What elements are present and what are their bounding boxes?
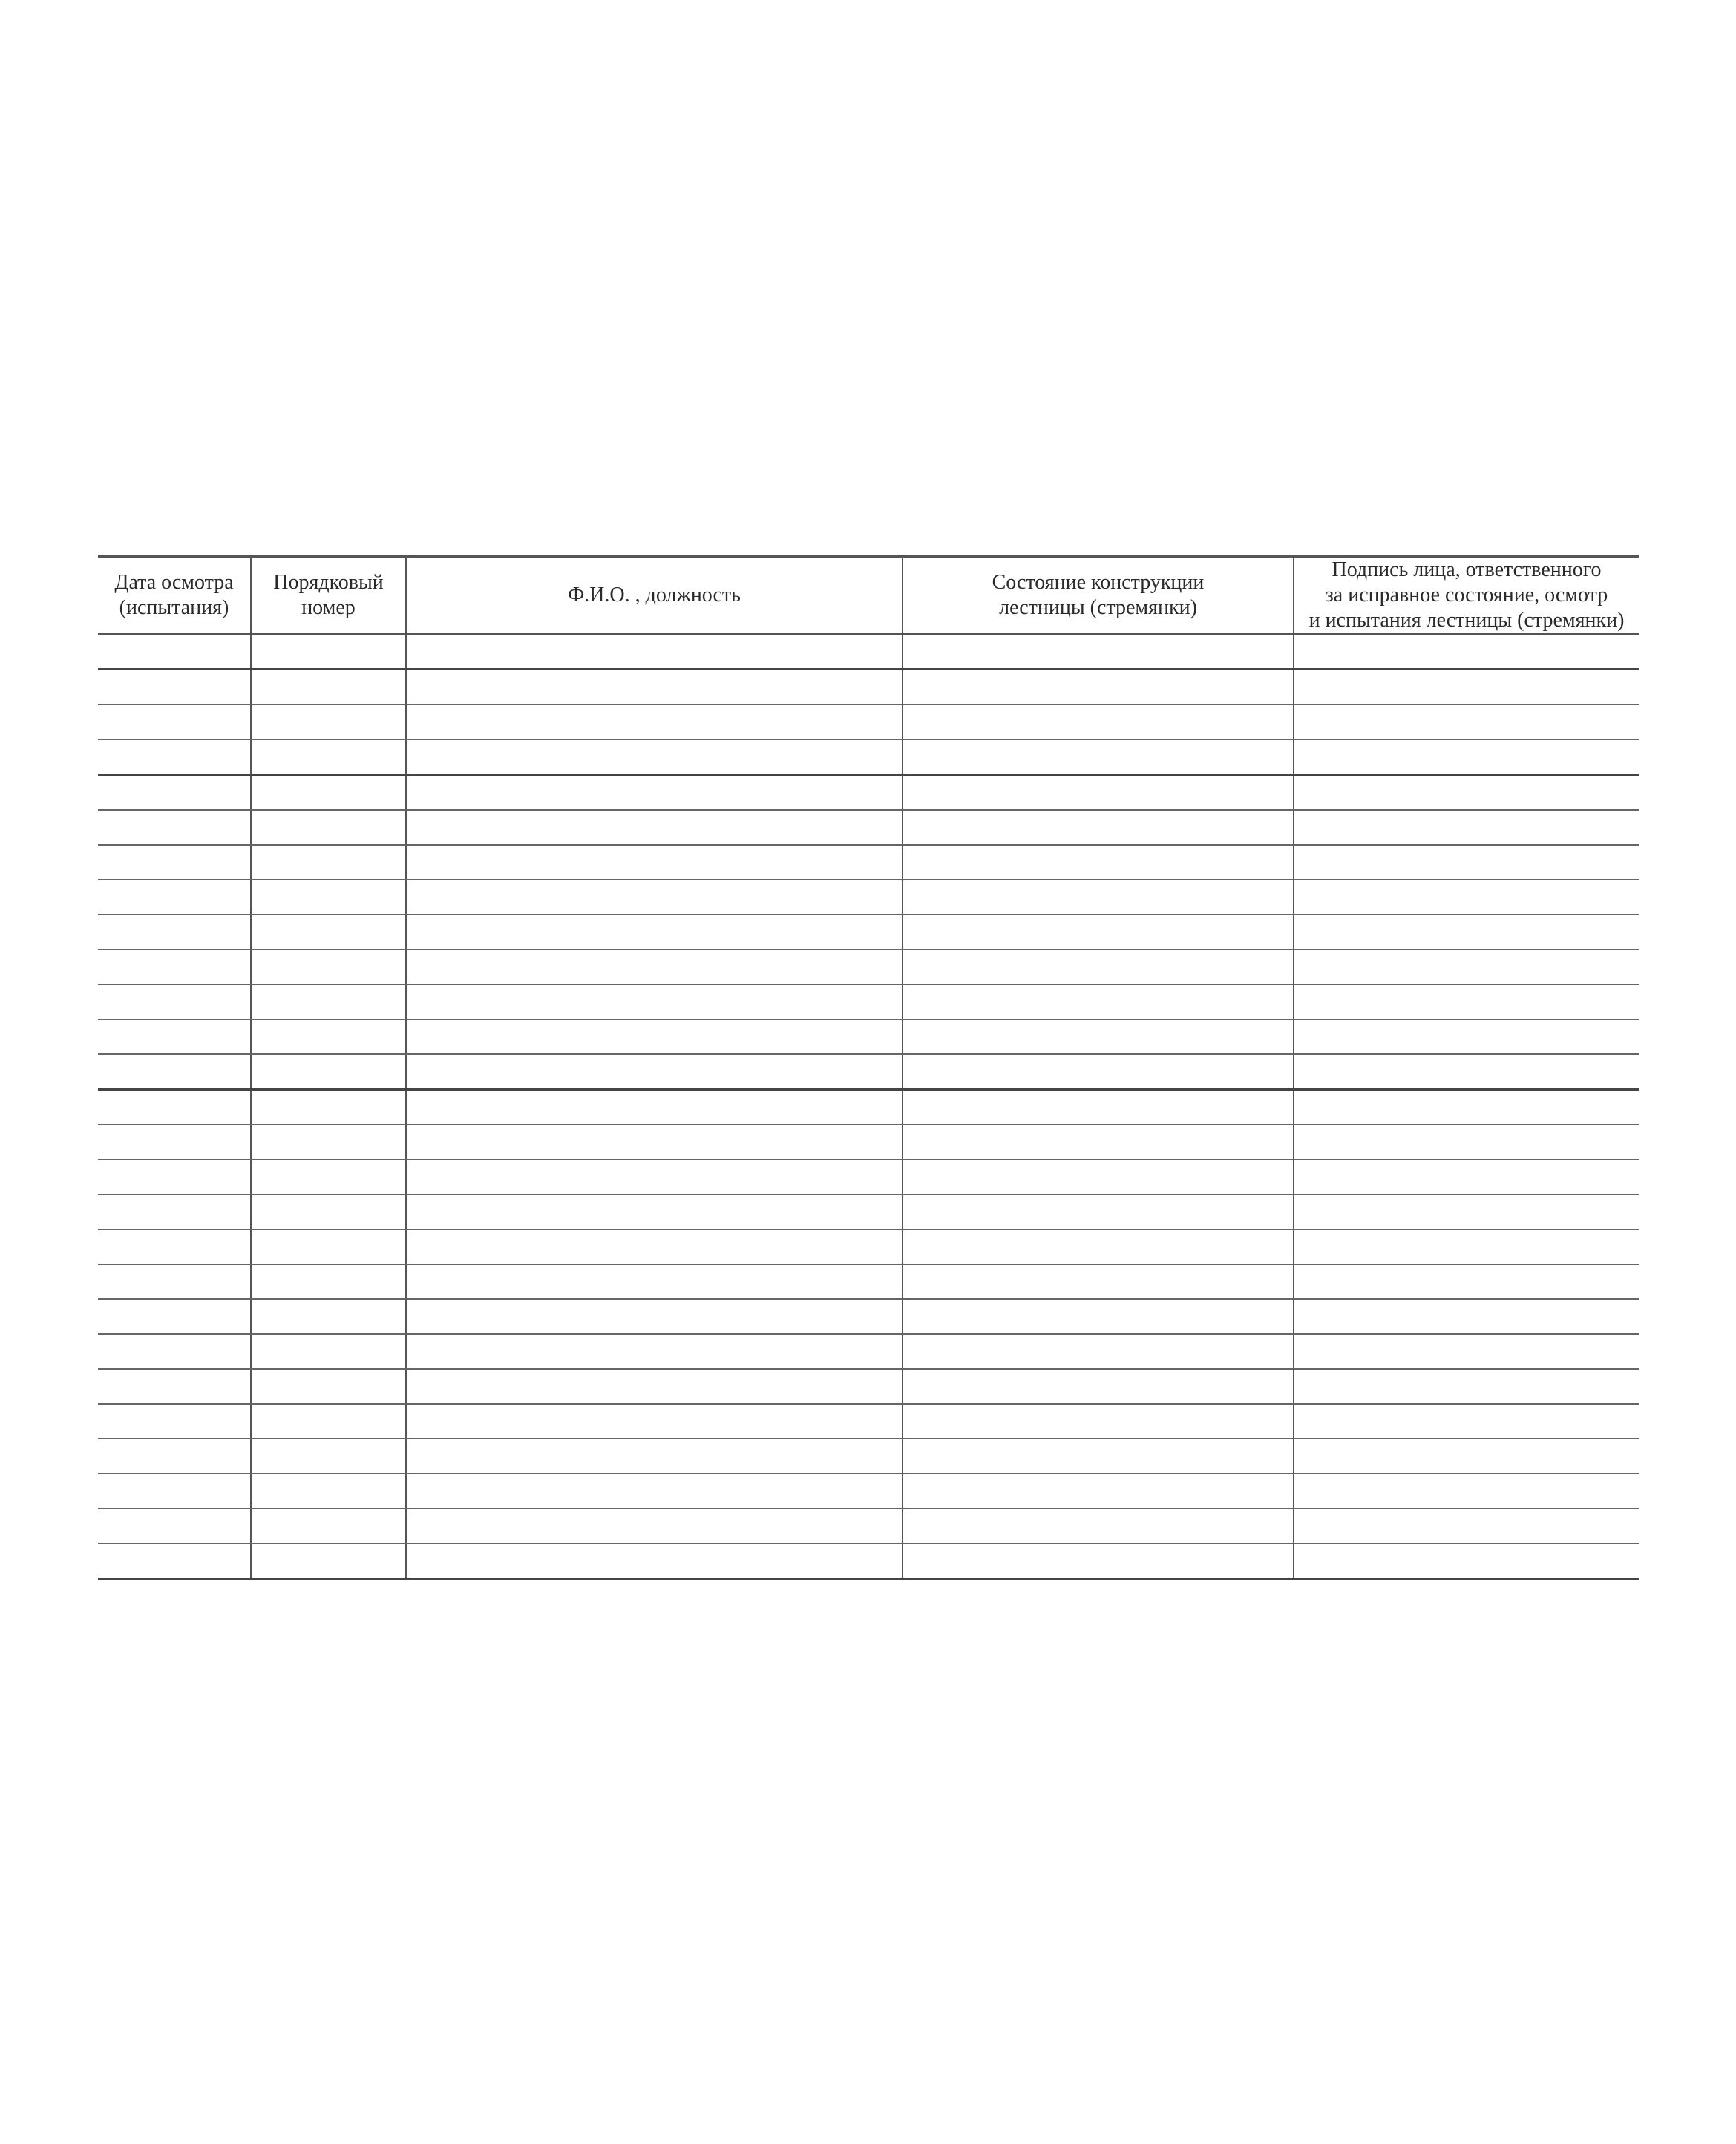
signature-cell[interactable] (1294, 705, 1639, 739)
signature-cell[interactable] (1294, 915, 1639, 950)
table-row (98, 1194, 1639, 1229)
number-cell[interactable] (251, 1439, 406, 1474)
name-position-cell[interactable] (406, 1090, 903, 1125)
table-row (98, 1439, 1639, 1474)
number-cell[interactable] (251, 1264, 406, 1299)
name-position-cell[interactable] (406, 1125, 903, 1160)
table-row (98, 1090, 1639, 1125)
name-position-cell[interactable] (406, 1299, 903, 1334)
condition-cell[interactable] (903, 705, 1294, 739)
signature-cell[interactable] (1294, 1509, 1639, 1543)
header-serial-number: Порядковый номер (251, 557, 406, 635)
header-ladder-condition: Состояние конструкции лестницы (стремянки) (903, 557, 1294, 635)
header-responsible-signature: Подпись лица, ответственного за исправное состояние, осмотр и испытания лестницы (стремянки) (1294, 557, 1639, 635)
name-position-cell[interactable] (406, 1264, 903, 1299)
signature-cell[interactable] (1294, 1229, 1639, 1264)
date-cell[interactable] (98, 1369, 251, 1404)
table-row (98, 1019, 1639, 1054)
number-cell[interactable] (251, 915, 406, 950)
number-cell[interactable] (251, 880, 406, 915)
table-row (98, 1054, 1639, 1090)
condition-cell[interactable] (903, 810, 1294, 845)
date-cell[interactable] (98, 1160, 251, 1194)
date-cell[interactable] (98, 1090, 251, 1125)
name-position-cell[interactable] (406, 1229, 903, 1264)
signature-cell[interactable] (1294, 634, 1639, 670)
number-cell[interactable] (251, 1125, 406, 1160)
condition-cell[interactable] (903, 634, 1294, 670)
number-cell[interactable] (251, 1509, 406, 1543)
table-row (98, 845, 1639, 880)
table-row (98, 1299, 1639, 1334)
header-full-name-position: Ф.И.О. , должность (406, 557, 903, 635)
signature-cell[interactable] (1294, 1369, 1639, 1404)
table-row (98, 1125, 1639, 1160)
date-cell[interactable] (98, 1125, 251, 1160)
condition-cell[interactable] (903, 1019, 1294, 1054)
table-row (98, 739, 1639, 775)
number-cell[interactable] (251, 1160, 406, 1194)
table-row (98, 634, 1639, 670)
condition-cell[interactable] (903, 1474, 1294, 1509)
date-cell[interactable] (98, 739, 251, 775)
name-position-cell[interactable] (406, 1334, 903, 1369)
name-position-cell[interactable] (406, 1509, 903, 1543)
number-cell[interactable] (251, 1369, 406, 1404)
signature-cell[interactable] (1294, 775, 1639, 811)
condition-cell[interactable] (903, 1054, 1294, 1090)
condition-cell[interactable] (903, 1160, 1294, 1194)
table-row (98, 1369, 1639, 1404)
condition-cell[interactable] (903, 845, 1294, 880)
date-cell[interactable] (98, 1404, 251, 1439)
condition-cell[interactable] (903, 670, 1294, 705)
table-row (98, 915, 1639, 950)
number-cell[interactable] (251, 1054, 406, 1090)
name-position-cell[interactable] (406, 950, 903, 984)
date-cell[interactable] (98, 880, 251, 915)
signature-cell[interactable] (1294, 1299, 1639, 1334)
table-header-row (98, 557, 1639, 635)
number-cell[interactable] (251, 1090, 406, 1125)
table-row (98, 950, 1639, 984)
number-cell[interactable] (251, 810, 406, 845)
table-row (98, 984, 1639, 1019)
date-cell[interactable] (98, 1439, 251, 1474)
table-row (98, 1264, 1639, 1299)
name-position-cell[interactable] (406, 1019, 903, 1054)
name-position-cell[interactable] (406, 1439, 903, 1474)
date-cell[interactable] (98, 915, 251, 950)
number-cell[interactable] (251, 1543, 406, 1579)
condition-cell[interactable] (903, 880, 1294, 915)
date-cell[interactable] (98, 1019, 251, 1054)
condition-cell[interactable] (903, 1369, 1294, 1404)
number-cell[interactable] (251, 845, 406, 880)
date-cell[interactable] (98, 634, 251, 670)
number-cell[interactable] (251, 739, 406, 775)
name-position-cell[interactable] (406, 1369, 903, 1404)
condition-cell[interactable] (903, 739, 1294, 775)
signature-cell[interactable] (1294, 1439, 1639, 1474)
table-row (98, 1160, 1639, 1194)
header-inspection-date: Дата осмотра (испытания) (98, 557, 251, 635)
number-cell[interactable] (251, 1229, 406, 1264)
date-cell[interactable] (98, 1194, 251, 1229)
signature-cell[interactable] (1294, 1125, 1639, 1160)
date-cell[interactable] (98, 1334, 251, 1369)
name-position-cell[interactable] (406, 1543, 903, 1579)
number-cell[interactable] (251, 950, 406, 984)
name-position-cell[interactable] (406, 915, 903, 950)
number-cell[interactable] (251, 1334, 406, 1369)
inspection-log-table (98, 555, 1639, 1580)
number-cell[interactable] (251, 670, 406, 705)
signature-cell[interactable] (1294, 1543, 1639, 1579)
number-cell[interactable] (251, 634, 406, 670)
condition-cell[interactable] (903, 984, 1294, 1019)
number-cell[interactable] (251, 1299, 406, 1334)
name-position-cell[interactable] (406, 775, 903, 811)
table-row (98, 810, 1639, 845)
condition-cell[interactable] (903, 1509, 1294, 1543)
signature-cell[interactable] (1294, 1264, 1639, 1299)
signature-cell[interactable] (1294, 739, 1639, 775)
date-cell[interactable] (98, 705, 251, 739)
signature-cell[interactable] (1294, 1194, 1639, 1229)
date-cell[interactable] (98, 1264, 251, 1299)
date-cell[interactable] (98, 1509, 251, 1543)
signature-cell[interactable] (1294, 1090, 1639, 1125)
number-cell[interactable] (251, 1194, 406, 1229)
date-cell[interactable] (98, 1054, 251, 1090)
name-position-cell[interactable] (406, 1404, 903, 1439)
date-cell[interactable] (98, 670, 251, 705)
table-row (98, 1404, 1639, 1439)
date-cell[interactable] (98, 810, 251, 845)
condition-cell[interactable] (903, 950, 1294, 984)
name-position-cell[interactable] (406, 739, 903, 775)
number-cell[interactable] (251, 1404, 406, 1439)
signature-cell[interactable] (1294, 950, 1639, 984)
date-cell[interactable] (98, 1299, 251, 1334)
condition-cell[interactable] (903, 1404, 1294, 1439)
signature-cell[interactable] (1294, 1474, 1639, 1509)
table-row (98, 1229, 1639, 1264)
condition-cell[interactable] (903, 915, 1294, 950)
table-row (98, 1509, 1639, 1543)
signature-cell[interactable] (1294, 670, 1639, 705)
signature-cell[interactable] (1294, 1054, 1639, 1090)
condition-cell[interactable] (903, 1439, 1294, 1474)
signature-cell[interactable] (1294, 1334, 1639, 1369)
name-position-cell[interactable] (406, 1054, 903, 1090)
date-cell[interactable] (98, 950, 251, 984)
number-cell[interactable] (251, 1474, 406, 1509)
number-cell[interactable] (251, 775, 406, 811)
condition-cell[interactable] (903, 1194, 1294, 1229)
table-row (98, 880, 1639, 915)
condition-cell[interactable] (903, 1090, 1294, 1125)
table-row (98, 705, 1639, 739)
signature-cell[interactable] (1294, 880, 1639, 915)
name-position-cell[interactable] (406, 1160, 903, 1194)
number-cell[interactable] (251, 984, 406, 1019)
condition-cell[interactable] (903, 1299, 1294, 1334)
inspection-log-form (98, 555, 1639, 1580)
date-cell[interactable] (98, 775, 251, 811)
condition-cell[interactable] (903, 775, 1294, 811)
signature-cell[interactable] (1294, 810, 1639, 845)
number-cell[interactable] (251, 705, 406, 739)
signature-cell[interactable] (1294, 1019, 1639, 1054)
condition-cell[interactable] (903, 1543, 1294, 1579)
date-cell[interactable] (98, 1543, 251, 1579)
table-row (98, 1543, 1639, 1579)
date-cell[interactable] (98, 1474, 251, 1509)
name-position-cell[interactable] (406, 1474, 903, 1509)
name-position-cell[interactable] (406, 880, 903, 915)
table-row (98, 1334, 1639, 1369)
table-row (98, 670, 1639, 705)
number-cell[interactable] (251, 1019, 406, 1054)
date-cell[interactable] (98, 1229, 251, 1264)
name-position-cell[interactable] (406, 845, 903, 880)
table-row (98, 775, 1639, 811)
condition-cell[interactable] (903, 1334, 1294, 1369)
name-position-cell[interactable] (406, 1194, 903, 1229)
signature-cell[interactable] (1294, 984, 1639, 1019)
date-cell[interactable] (98, 984, 251, 1019)
signature-cell[interactable] (1294, 1160, 1639, 1194)
date-cell[interactable] (98, 845, 251, 880)
name-position-cell[interactable] (406, 984, 903, 1019)
signature-cell[interactable] (1294, 1404, 1639, 1439)
table-row (98, 1474, 1639, 1509)
condition-cell[interactable] (903, 1264, 1294, 1299)
name-position-cell[interactable] (406, 634, 903, 670)
condition-cell[interactable] (903, 1229, 1294, 1264)
name-position-cell[interactable] (406, 705, 903, 739)
name-position-cell[interactable] (406, 810, 903, 845)
signature-cell[interactable] (1294, 845, 1639, 880)
name-position-cell[interactable] (406, 670, 903, 705)
condition-cell[interactable] (903, 1125, 1294, 1160)
table-body (98, 634, 1639, 1579)
